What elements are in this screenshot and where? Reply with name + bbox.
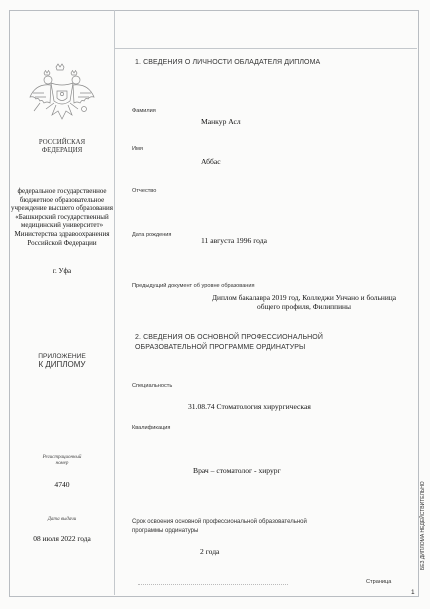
- program-duration-label-line-2: программы ординатуры: [132, 528, 199, 534]
- issue-date: 08 июля 2022 года: [33, 534, 91, 543]
- org-line: Министерства здравоохранения: [14, 229, 110, 238]
- org-line: «Башкирский государственный: [15, 212, 109, 221]
- page-label: Страница: [366, 579, 392, 585]
- program-duration-label-line-1: Срок освоения основной профессиональной образовательной: [132, 519, 307, 525]
- header-divider: [114, 48, 417, 49]
- qualification-label: Квалификация: [132, 425, 171, 431]
- city: г. Уфа: [52, 267, 72, 275]
- column-divider: [114, 10, 115, 595]
- first-name-label: Имя: [132, 146, 143, 152]
- previous-document-line-1: Диплом бакалавра 2019 год, Колледжи Унчано и больница: [211, 293, 397, 302]
- page-number: 1: [411, 589, 415, 596]
- org-line: федеральное государственное: [17, 187, 107, 195]
- org-line: медицинский университет»: [20, 221, 104, 230]
- footer-dotted-line: [138, 584, 288, 585]
- surname-label: Фамилия: [132, 108, 156, 114]
- section-2-heading: [135, 333, 323, 352]
- specialty-value: 31.08.74 Стоматология хирургическая: [188, 402, 311, 411]
- issuing-organization: [10, 187, 114, 247]
- birth-date-value: 11 августа 1996 года: [201, 236, 267, 245]
- side-validity-note: БЕЗ ДИПЛОМА НЕДЕЙСТВИТЕЛЬНО: [420, 481, 426, 570]
- surname-value: Манкур Асл: [201, 117, 241, 126]
- specialty-label: Специальность: [132, 383, 173, 389]
- section-2-heading-line-1: 2. СВЕДЕНИЯ ОБ ОСНОВНОЙ ПРОФЕССИОНАЛЬНОЙ: [135, 334, 323, 341]
- birth-date-label: Дата рождения: [132, 232, 172, 238]
- patronymic-label: Отчество: [132, 188, 157, 194]
- org-line: учреждение высшего образования: [11, 204, 113, 213]
- country-line-1: РОССИЙСКАЯ: [38, 139, 86, 146]
- first-name-value: Аббас: [201, 157, 221, 166]
- previous-document-label: Предыдущий документ об уровне образования: [132, 283, 255, 289]
- appendix-title-line-1: ПРИЛОЖЕНИЕ: [38, 353, 86, 360]
- previous-document-value: [197, 293, 411, 312]
- program-duration-label: [132, 518, 352, 536]
- coat-of-arms-emblem: [26, 63, 98, 129]
- qualification-value: Врач – стоматолог - хирург: [193, 466, 281, 475]
- previous-document-line-2: общего профиля, Филиппины: [257, 302, 351, 312]
- registration-number-label-line-1: Регистрационный: [42, 455, 82, 460]
- program-duration-value: 2 года: [200, 547, 220, 556]
- registration-number-label-line-2: номер: [55, 461, 69, 466]
- appendix-title-line-2: К ДИПЛОМУ: [38, 360, 86, 369]
- issue-date-label: Дата выдачи: [47, 517, 77, 522]
- registration-number: 4740: [54, 480, 70, 489]
- country-line-2: ФЕДЕРАЦИЯ: [41, 147, 83, 154]
- section-1-heading: 1. СВЕДЕНИЯ О ЛИЧНОСТИ ОБЛАДАТЕЛЯ ДИПЛОМА: [135, 59, 321, 66]
- section-2-heading-line-2: ОБРАЗОВАТЕЛЬНОЙ ПРОГРАММЕ ОРДИНАТУРЫ: [135, 343, 306, 351]
- org-line: Российской Федерации: [27, 238, 97, 247]
- org-line: бюджетное образовательное: [19, 195, 105, 204]
